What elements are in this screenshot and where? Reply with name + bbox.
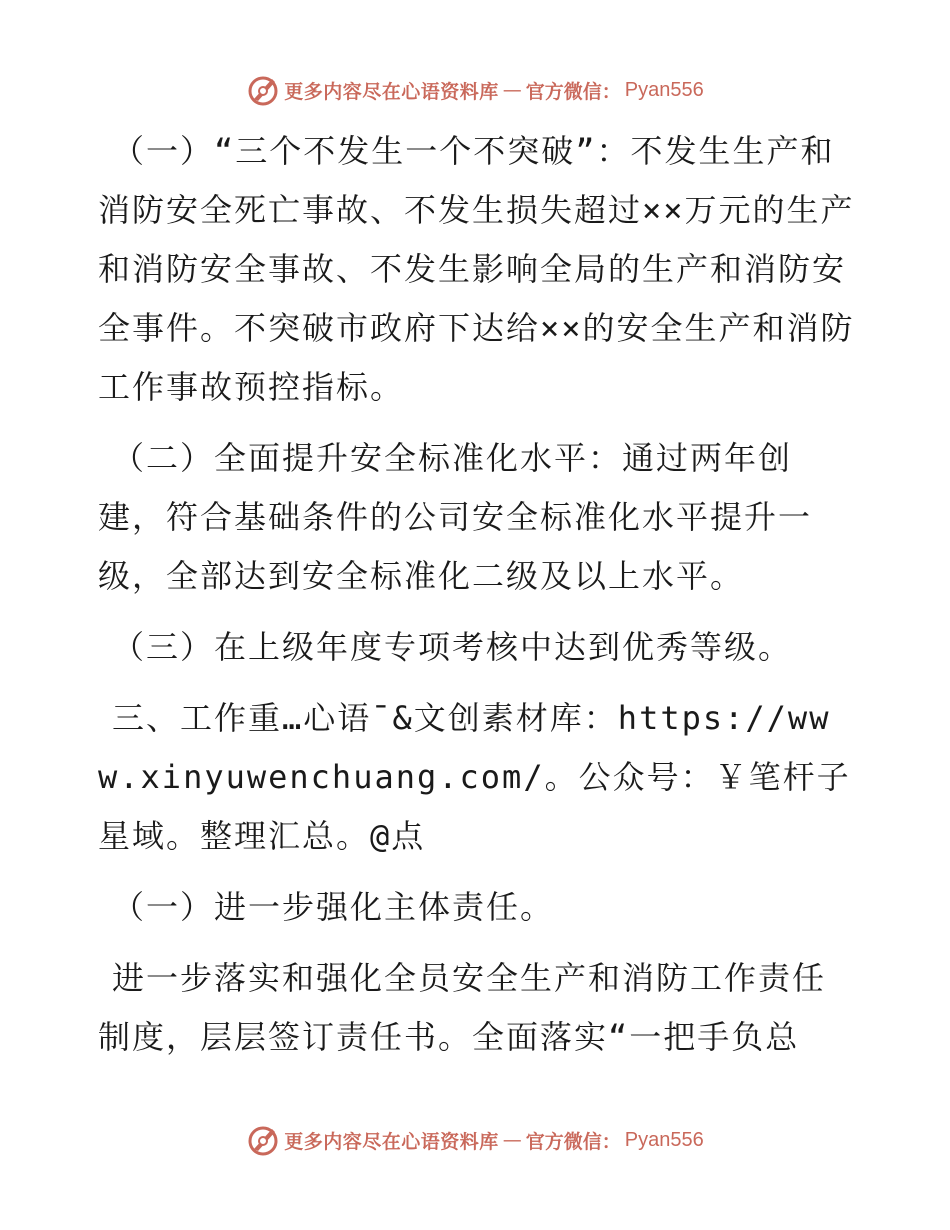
banner-wechat-id: Pyan556: [624, 1128, 704, 1151]
banner-dash: —: [502, 1129, 522, 1151]
banner-wechat-label: 官方微信：: [525, 80, 621, 103]
banner-wechat-id: Pyan556: [624, 78, 704, 101]
paragraph-goal-two: （二）全面提升安全标准化水平：通过两年创建，符合基础条件的公司安全标准化水平提升一级，全部达到安全标准化二级及以上水平。: [98, 439, 813, 595]
paragraph-subsection-one: （一）进一步强化主体责任。: [112, 888, 555, 926]
paragraph-body-text: 进一步落实和强化全员安全生产和消防工作责任制度，层层签订责任书。全面落实“一把手负总: [98, 959, 827, 1056]
quill-logo-icon: [246, 1123, 280, 1157]
paragraph-section-three: 三、工作重…心语¯&文创素材库：https://www.xinyuwenchuang.com/。公众号：￥笔杆子星域。整理汇总。@点: [98, 699, 851, 855]
document-body: [98, 122, 858, 1067]
banner-dash: —: [502, 79, 522, 101]
paragraph-goal-one: （一）“三个不发生一个不突破”：不发生生产和消防安全死亡事故、不发生损失超过××万元的生产和消防安全事故、不发生影响全局的生产和消防安全事件。不突破市政府下达给××的安全生产和消防工作事故预控指标。: [98, 132, 855, 406]
header-watermark-banner: [0, 70, 950, 110]
paragraph-goal-three: （三）在上级年度专项考核中达到优秀等级。: [112, 628, 793, 666]
quill-logo-icon: [246, 73, 280, 107]
banner-wechat-label: 官方微信：: [525, 1130, 621, 1153]
footer-watermark-banner: [0, 1120, 950, 1160]
banner-title: 更多内容尽在心语资料库: [284, 1130, 499, 1153]
banner-title: 更多内容尽在心语资料库: [284, 80, 499, 103]
